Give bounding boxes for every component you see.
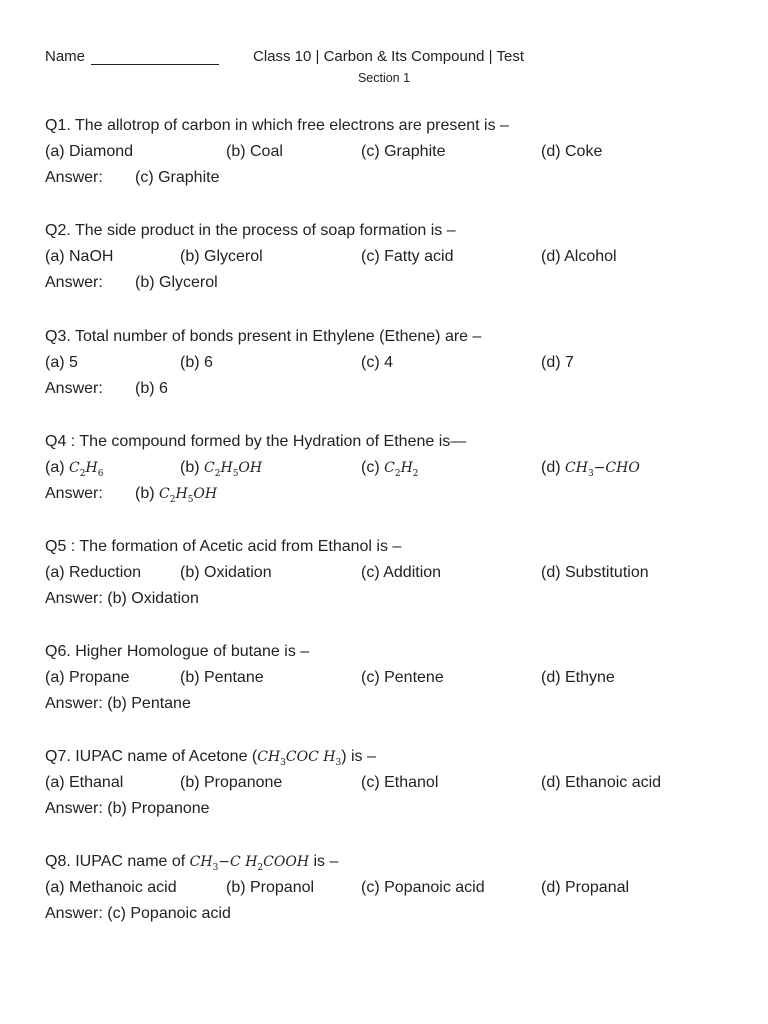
option-b: (b) 6 bbox=[180, 354, 213, 371]
option-prefix: (b) bbox=[180, 459, 200, 476]
chemical-formula: $C_2H_5OH$ bbox=[204, 460, 263, 479]
option-c: (c) Fatty acid bbox=[361, 248, 454, 265]
option-a: (a) Propane bbox=[45, 669, 130, 686]
chemical-formula: $C_2H_2$ bbox=[384, 460, 419, 479]
answer-value: (c) Graphite bbox=[135, 169, 220, 186]
option-b bbox=[180, 459, 262, 479]
option-a: (a) NaOH bbox=[45, 248, 114, 265]
option-c: (c) 4 bbox=[361, 354, 393, 371]
chemical-formula: $C_2H_6$ bbox=[69, 460, 104, 479]
answer-value: (b) 6 bbox=[135, 380, 168, 397]
option-prefix: (c) bbox=[361, 459, 380, 476]
question-text: Q8. IUPAC name of $CH_3-C$ $H_2COOH$ is – bbox=[45, 853, 339, 873]
option-c: (c) Popanoic acid bbox=[361, 879, 485, 896]
chemical-formula: $CH_3COC$ $H_3$ bbox=[257, 749, 342, 768]
question-text: Q5 : The formation of Acetic acid from Ethanol is – bbox=[45, 538, 402, 555]
chemical-formula: $CH_3-C$ $H_2COOH$ bbox=[189, 854, 310, 873]
answer-label: Answer: bbox=[45, 485, 103, 502]
option-a: (a) Reduction bbox=[45, 564, 142, 581]
answer-label: Answer: bbox=[45, 380, 103, 397]
answer-line: Answer: (b) Propanone bbox=[45, 800, 210, 817]
option-d: (d) Propanal bbox=[541, 879, 630, 896]
question-text: Q1. The allotrop of carbon in which free electrons are present is – bbox=[45, 117, 509, 134]
question-text: Q3. Total number of bonds present in Ethylene (Ethene) are – bbox=[45, 328, 482, 345]
option-d bbox=[541, 459, 640, 479]
option-b: (b) Propanol bbox=[226, 879, 315, 896]
question-text: Q4 : The compound formed by the Hydration of Ethene is— bbox=[45, 433, 467, 450]
question-text: Q7. IUPAC name of Acetone ($CH_3COC$ $H_3$) is – bbox=[45, 748, 376, 768]
option-a: (a) Diamond bbox=[45, 143, 134, 160]
option-b: (b) Oxidation bbox=[180, 564, 272, 581]
name-blank-line bbox=[91, 64, 219, 65]
header bbox=[45, 48, 725, 68]
option-c: (c) Graphite bbox=[361, 143, 446, 160]
option-a bbox=[45, 459, 103, 479]
answer-line: Answer: (c) Popanoic acid bbox=[45, 905, 231, 922]
option-b: (b) Propanone bbox=[180, 774, 283, 791]
option-d: (d) 7 bbox=[541, 354, 574, 371]
question-text: Q2. The side product in the process of soap formation is – bbox=[45, 222, 456, 239]
option-a: (a) Ethanal bbox=[45, 774, 124, 791]
answer-label: Answer: bbox=[45, 169, 103, 186]
answer-line: Answer: (b) Oxidation bbox=[45, 590, 199, 607]
option-d: (d) Ethyne bbox=[541, 669, 615, 686]
answer-line: Answer: (b) Pentane bbox=[45, 695, 191, 712]
option-prefix: (a) bbox=[45, 459, 65, 476]
chemical-formula: $CH_3-CHO$ bbox=[565, 460, 640, 479]
page-title: Class 10 | Carbon & Its Compound | Test bbox=[253, 48, 524, 65]
option-c bbox=[361, 459, 419, 479]
answer-value: (b) $C_2H_5OH$ bbox=[135, 485, 218, 505]
option-b: (b) Pentane bbox=[180, 669, 264, 686]
option-prefix: (d) bbox=[541, 459, 561, 476]
chemical-formula: $C_2H_5OH$ bbox=[159, 486, 218, 505]
option-d: (d) Ethanoic acid bbox=[541, 774, 662, 791]
option-d: (d) Substitution bbox=[541, 564, 649, 581]
answer-label: Answer: bbox=[45, 274, 103, 291]
option-d: (d) Alcohol bbox=[541, 248, 617, 265]
option-a: (a) Methanoic acid bbox=[45, 879, 177, 896]
name-label: Name bbox=[45, 48, 86, 65]
option-c: (c) Addition bbox=[361, 564, 442, 581]
option-b: (b) Coal bbox=[226, 143, 283, 160]
option-a: (a) 5 bbox=[45, 354, 78, 371]
answer-value: (b) Glycerol bbox=[135, 274, 218, 291]
option-c: (c) Ethanol bbox=[361, 774, 439, 791]
option-d: (d) Coke bbox=[541, 143, 603, 160]
option-b: (b) Glycerol bbox=[180, 248, 263, 265]
option-c: (c) Pentene bbox=[361, 669, 444, 686]
section-label: Section 1 bbox=[357, 71, 411, 85]
question-text: Q6. Higher Homologue of butane is – bbox=[45, 643, 310, 660]
